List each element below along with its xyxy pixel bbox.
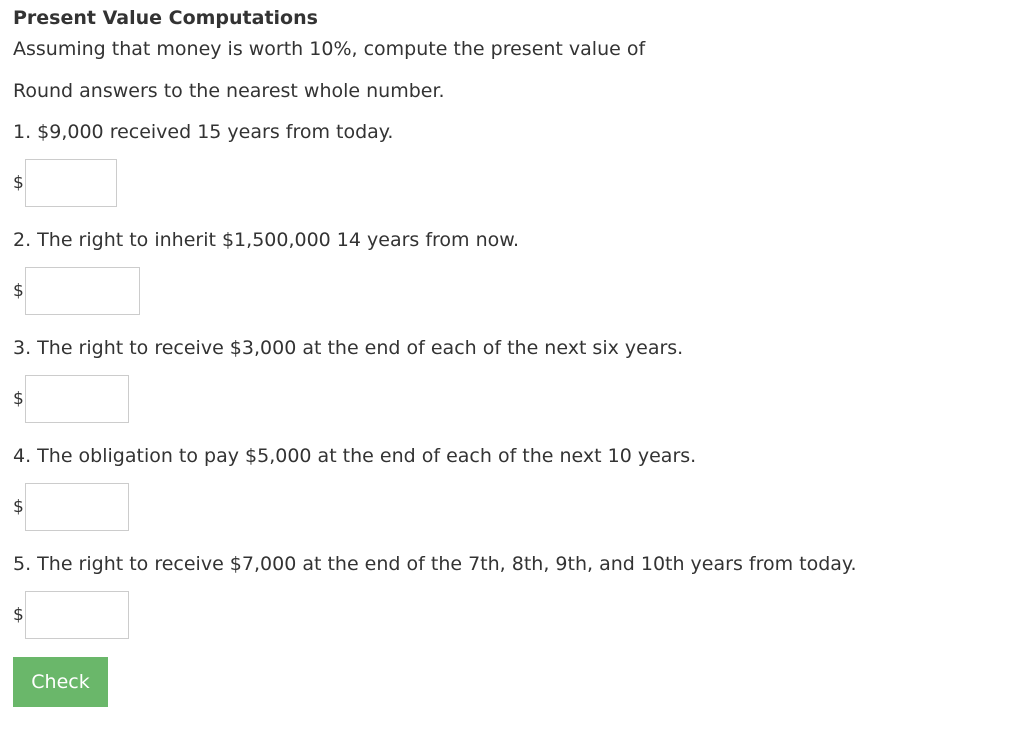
currency-symbol: $	[13, 605, 24, 625]
question-3-text: 3. The right to receive $3,000 at the end of each of the next six years.	[13, 337, 684, 359]
question-2-answer-input[interactable]	[25, 267, 140, 315]
question-5-text: 5. The right to receive $7,000 at the end of the 7th, 8th, 9th, and 10th years from today.	[13, 553, 857, 575]
question-1-text: 1. $9,000 received 15 years from today.	[13, 121, 394, 143]
question-2-text: 2. The right to inherit $1,500,000 14 years from now.	[13, 229, 520, 251]
currency-symbol: $	[13, 497, 24, 517]
currency-symbol: $	[13, 173, 24, 193]
intro-text: Assuming that money is worth 10%, compute the present value of	[13, 38, 646, 60]
question-5-answer-input[interactable]	[25, 591, 129, 639]
check-button[interactable]: Check	[13, 657, 108, 707]
currency-symbol: $	[13, 389, 24, 409]
question-1-answer-input[interactable]	[25, 159, 117, 207]
question-3-answer-input[interactable]	[25, 375, 129, 423]
page-title: Present Value Computations	[13, 7, 318, 29]
question-4-answer-input[interactable]	[25, 483, 129, 531]
question-4-text: 4. The obligation to pay $5,000 at the end of each of the next 10 years.	[13, 445, 697, 467]
instruction-text: Round answers to the nearest whole number.	[13, 80, 445, 102]
currency-symbol: $	[13, 281, 24, 301]
